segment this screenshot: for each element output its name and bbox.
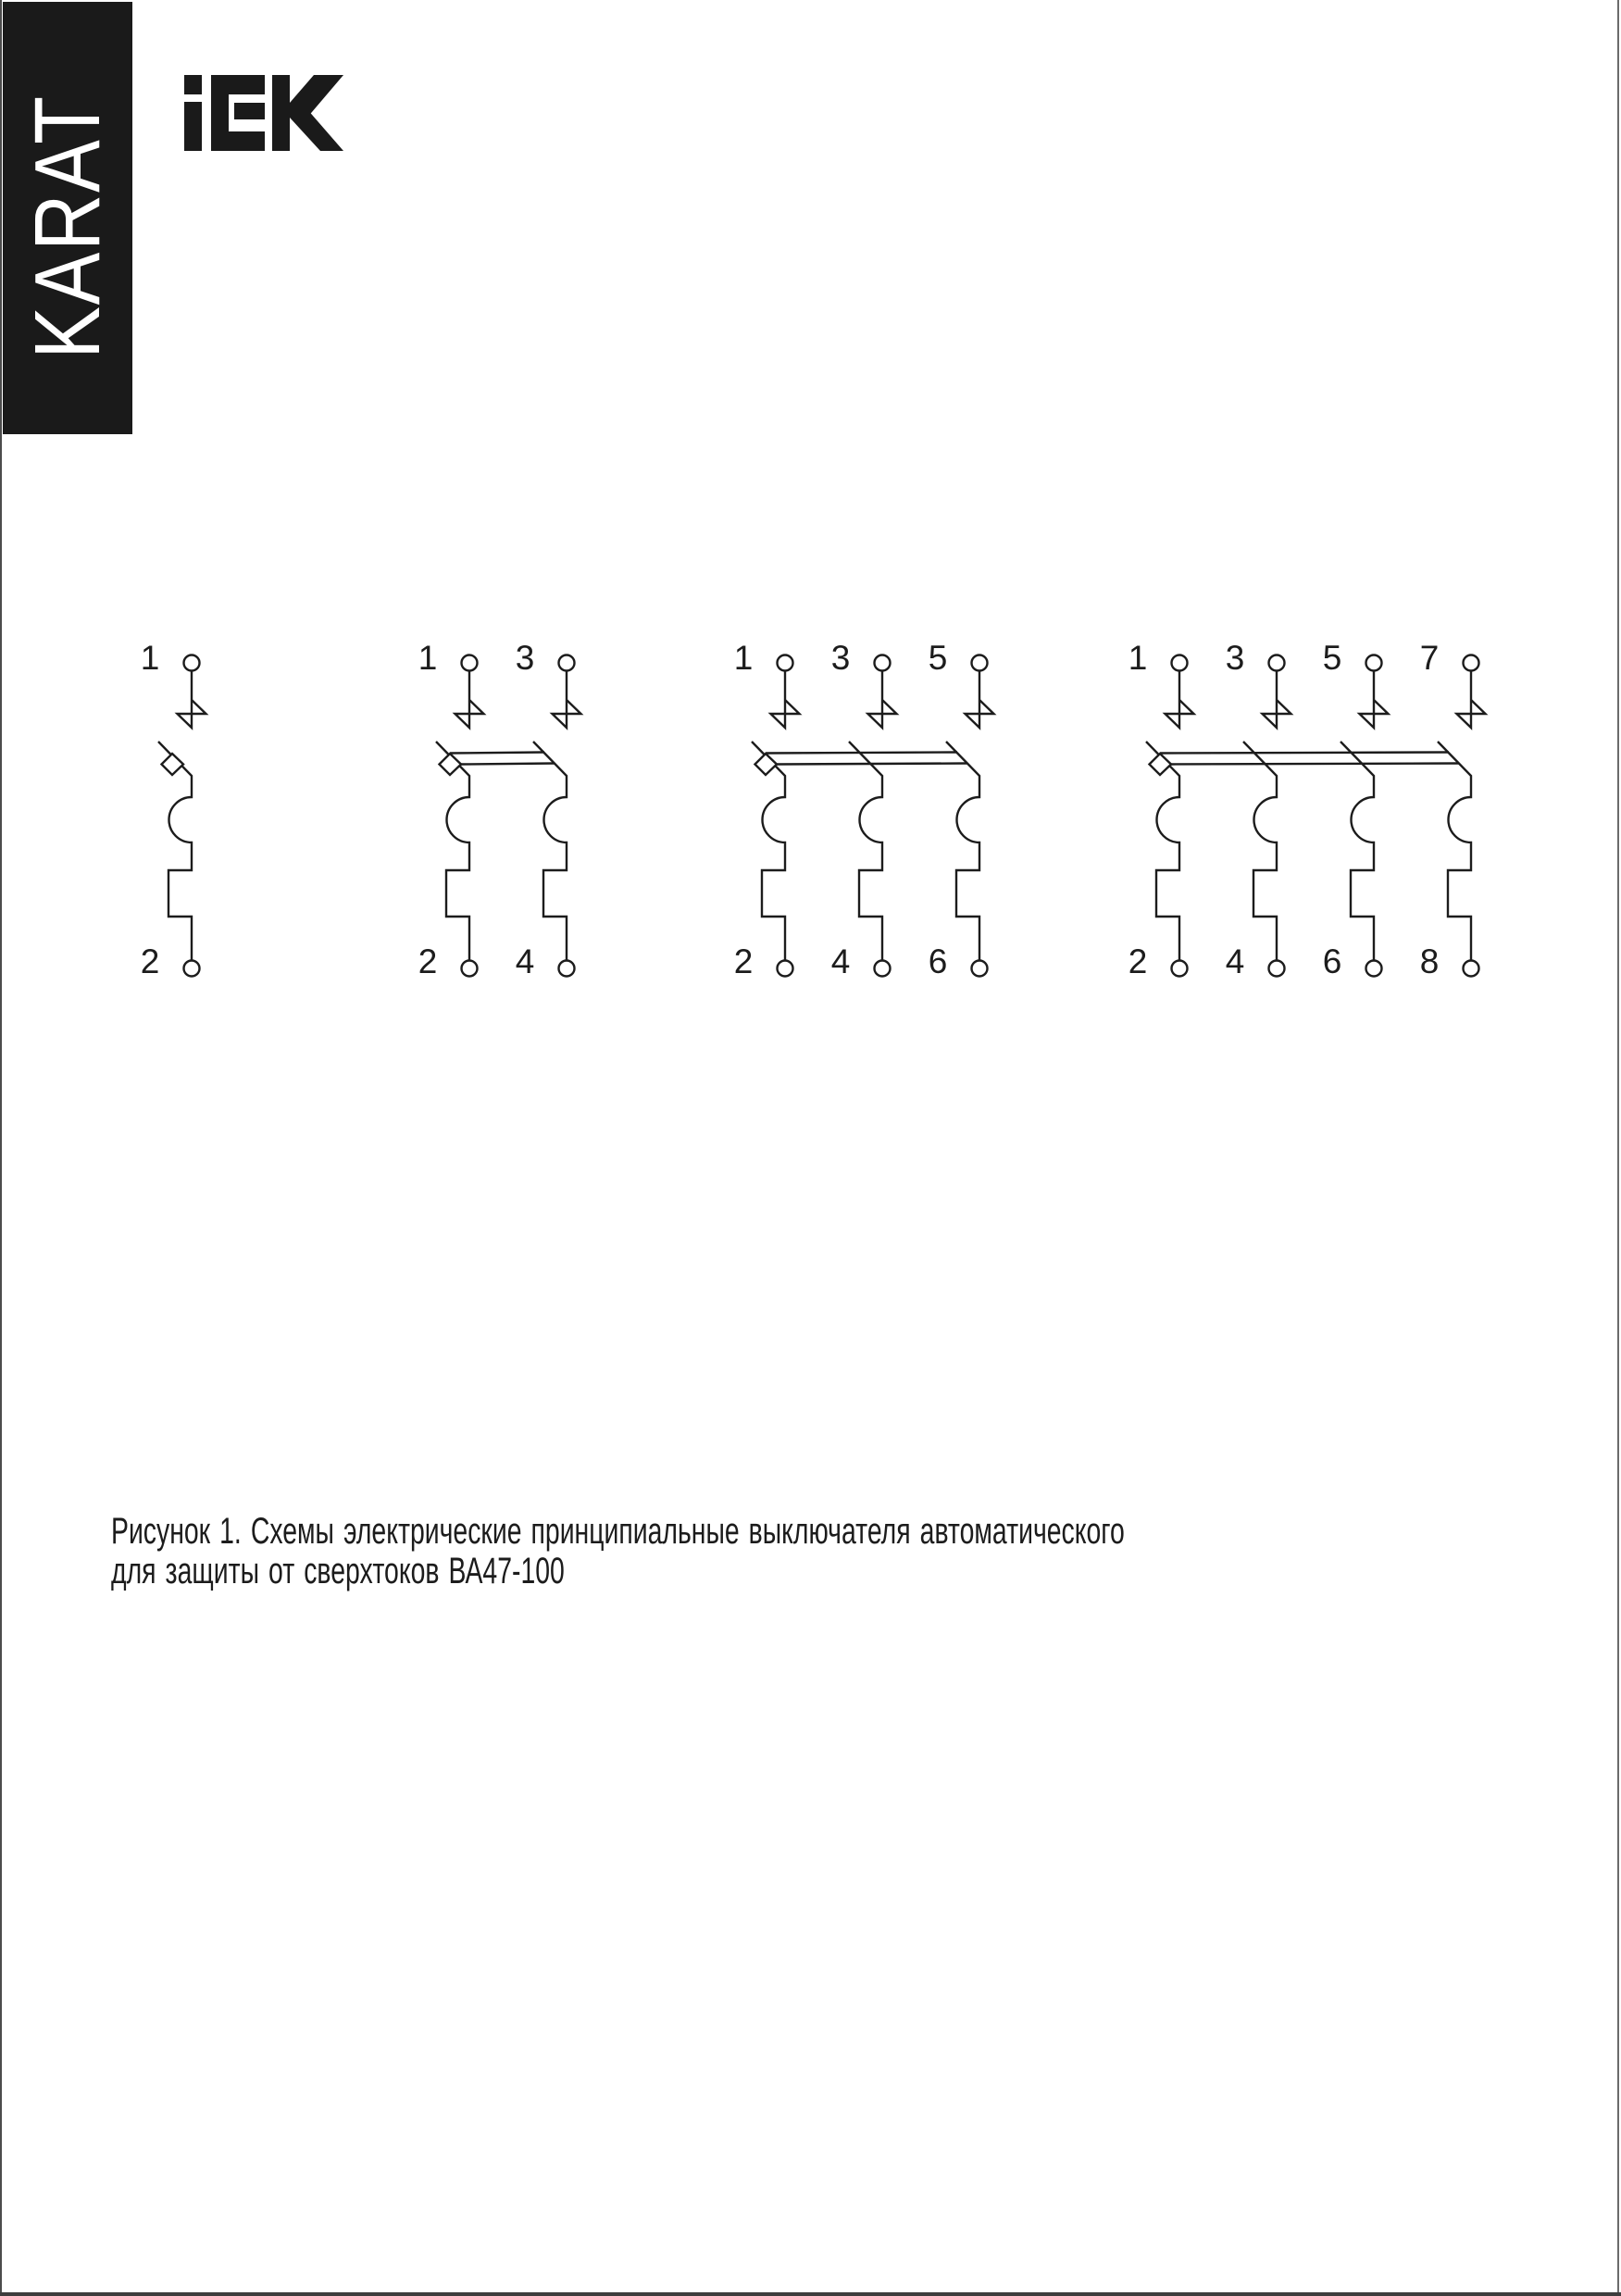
schematic-2-pole <box>418 639 581 980</box>
terminal-top <box>778 655 793 671</box>
terminal-label-bottom: 4 <box>830 942 851 980</box>
caption-line-1: Рисунок 1. Схемы электрические принципиальные выключателя автоматического <box>111 1511 1125 1552</box>
terminal-top <box>875 655 891 671</box>
terminal-bottom <box>778 961 793 977</box>
mechanical-linkage <box>1160 753 1459 765</box>
terminal-top <box>1172 655 1188 671</box>
terminal-label-bottom: 6 <box>928 942 948 980</box>
terminal-label-top: 3 <box>830 639 851 677</box>
banner-series-title: KARAT <box>16 94 119 359</box>
breaker-square <box>1150 754 1172 775</box>
terminal-label-top: 5 <box>928 639 948 677</box>
terminal-bottom <box>559 961 575 977</box>
breaker-square <box>162 754 184 775</box>
terminal-top <box>1269 655 1285 671</box>
terminal-label-bottom: 6 <box>1322 942 1342 980</box>
pole-symbol <box>1146 671 1194 961</box>
terminal-label-top: 1 <box>1128 639 1148 677</box>
pole-symbol <box>533 671 581 961</box>
terminal-label-top: 5 <box>1322 639 1342 677</box>
terminal-label-bottom: 8 <box>1419 942 1440 980</box>
figure-caption <box>111 1512 1189 1591</box>
pole-symbol <box>158 671 206 961</box>
pole-symbol <box>1438 671 1486 961</box>
terminal-label-top: 3 <box>515 639 535 677</box>
terminal-bottom <box>972 961 988 977</box>
terminal-label-top: 1 <box>418 639 438 677</box>
terminal-top <box>184 655 200 671</box>
terminal-top <box>1366 655 1382 671</box>
terminal-bottom <box>1366 961 1382 977</box>
pole-symbol <box>1340 671 1389 961</box>
breaker-square <box>440 754 462 775</box>
terminal-bottom <box>462 961 478 977</box>
schematic-3-pole <box>734 639 994 980</box>
mechanical-linkage <box>450 753 555 765</box>
breaker-square <box>755 754 778 775</box>
terminal-label-bottom: 4 <box>1225 942 1245 980</box>
terminal-bottom <box>1464 961 1479 977</box>
schematic-1-pole <box>141 639 206 980</box>
terminal-top <box>972 655 988 671</box>
terminal-label-bottom: 2 <box>418 942 438 980</box>
terminal-bottom <box>1172 961 1188 977</box>
terminal-top <box>1464 655 1479 671</box>
terminal-label-bottom: 2 <box>1128 942 1148 980</box>
terminal-bottom <box>184 961 200 977</box>
pole-symbol <box>946 671 994 961</box>
terminal-top <box>559 655 575 671</box>
terminal-bottom <box>875 961 891 977</box>
terminal-label-bottom: 2 <box>733 942 754 980</box>
terminal-label-top: 7 <box>1419 639 1440 677</box>
pole-symbol <box>849 671 897 961</box>
terminal-label-top: 1 <box>733 639 754 677</box>
caption-line-2: для защиты от сверхтоков ВА47-100 <box>111 1551 565 1591</box>
pole-symbol <box>1243 671 1291 961</box>
terminal-label-top: 3 <box>1225 639 1245 677</box>
terminal-bottom <box>1269 961 1285 977</box>
terminal-label-bottom: 2 <box>140 942 160 980</box>
pole-symbol <box>436 671 484 961</box>
terminal-top <box>462 655 478 671</box>
terminal-label-top: 1 <box>140 639 160 677</box>
schematic-4-pole <box>1128 639 1486 980</box>
terminal-label-bottom: 4 <box>515 942 535 980</box>
pole-symbol <box>752 671 800 961</box>
